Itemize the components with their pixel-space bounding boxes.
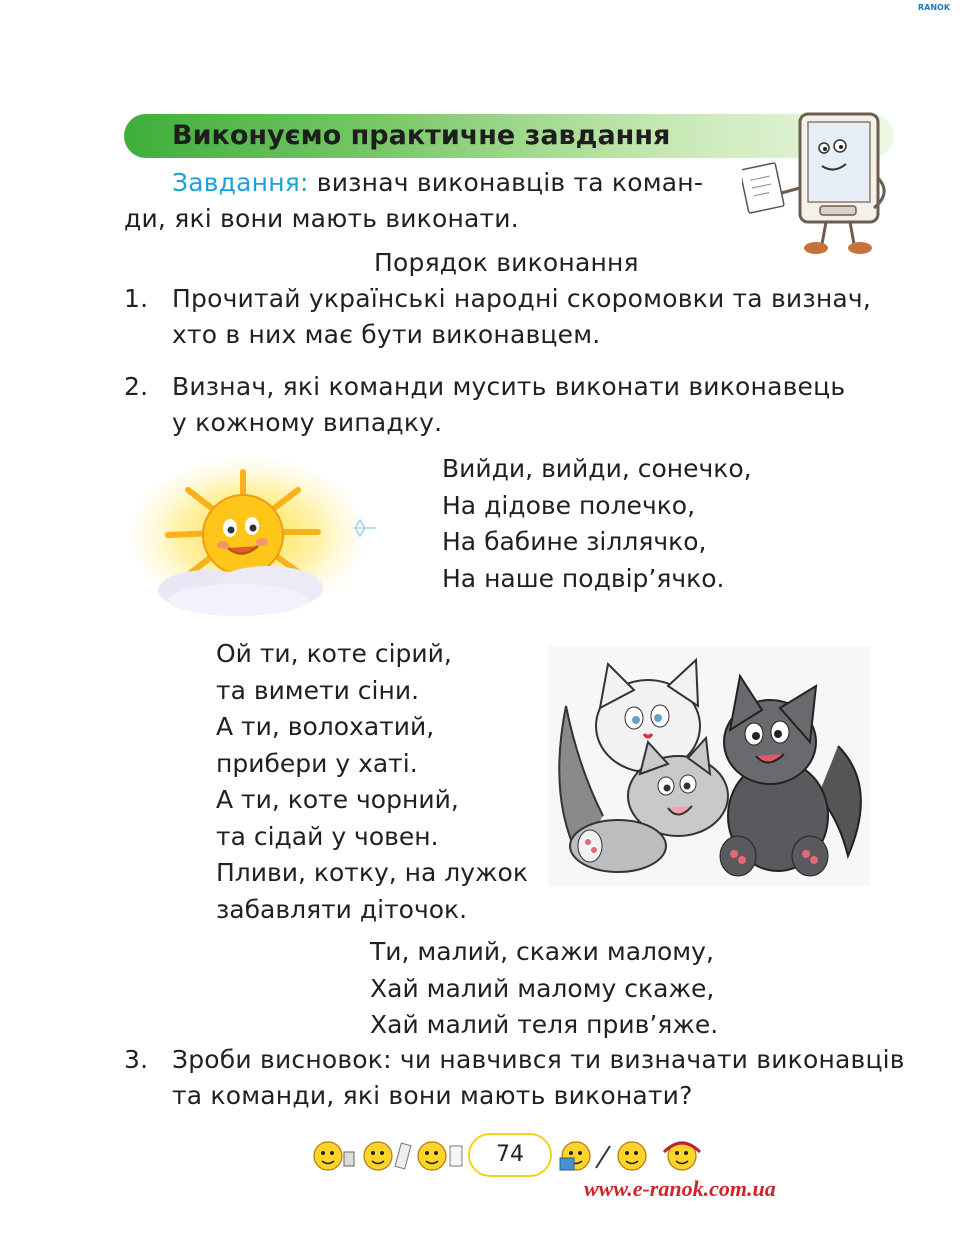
step-1-line-2: хто в них має бути виконавцем. <box>172 320 601 349</box>
site-url[interactable]: www.e-ranok.com.ua <box>584 1176 776 1201</box>
publisher-logo: RANOK <box>918 3 951 12</box>
poem-small <box>370 934 718 1044</box>
page-number: 74 <box>468 1133 552 1177</box>
task-text: визнач виконавців та коман- <box>308 168 704 197</box>
poem-cats-line: Пливи, котку, на лужок <box>216 858 528 887</box>
emoji-characters-icon <box>308 1132 466 1178</box>
task-line-1 <box>172 165 703 201</box>
poem-sun-line: Вийди, вийди, сонечко, <box>442 454 752 483</box>
poem-sun-line: На дідове полечко, <box>442 490 696 520</box>
emoji-characters-icon <box>556 1132 704 1178</box>
poem-cats-line: А ти, волохатий, <box>216 712 435 741</box>
cats-illustration <box>548 646 870 886</box>
poem-small-line: Хай малий малому скаже, <box>370 973 715 1003</box>
sun-illustration <box>128 450 383 620</box>
step-3-number: 3. <box>124 1045 149 1074</box>
step-1-number: 1. <box>124 284 149 313</box>
procedure-title: Порядок виконання <box>374 248 639 277</box>
poem-cats-line: прибери у хаті. <box>216 748 418 778</box>
page-title: Виконуємо практичне завдання <box>172 120 671 151</box>
step-2-line-1: Визнач, які команди мусить виконати виконавець <box>172 372 846 401</box>
poem-sun-line: На бабине зіллячко, <box>442 527 707 556</box>
poem-cats-line: забавляти діточок. <box>216 894 468 924</box>
step-3-line-2: та команди, які вони мають виконати? <box>172 1081 693 1110</box>
poem-cats-line: та сідай у човен. <box>216 821 439 851</box>
poem-small-line: Хай малий теля прив’яже. <box>370 1010 719 1039</box>
poem-cats <box>216 636 528 928</box>
step-3-line-1: Зроби висновок: чи навчився ти визначати виконавців <box>172 1045 905 1074</box>
poem-cats-line: А ти, коте чорний, <box>216 785 459 814</box>
poem-sun-line: На наше подвір’ячко. <box>442 563 725 593</box>
task-line-2: ди, які вони мають виконати. <box>124 204 519 233</box>
tablet-character-icon <box>742 108 892 258</box>
poem-cats-line: Ой ти, коте сірий, <box>216 639 452 668</box>
step-2-line-2: у кожному випадку. <box>172 408 443 437</box>
task-label: Завдання: <box>172 168 309 197</box>
poem-cats-line: та вимети сіни. <box>216 675 420 705</box>
step-2-number: 2. <box>124 372 149 401</box>
poem-small-line: Ти, малий, скажи малому, <box>370 937 714 966</box>
poem-sun <box>442 451 752 597</box>
step-1-line-1: Прочитай українські народні скоромовки та визнач, <box>172 284 872 313</box>
